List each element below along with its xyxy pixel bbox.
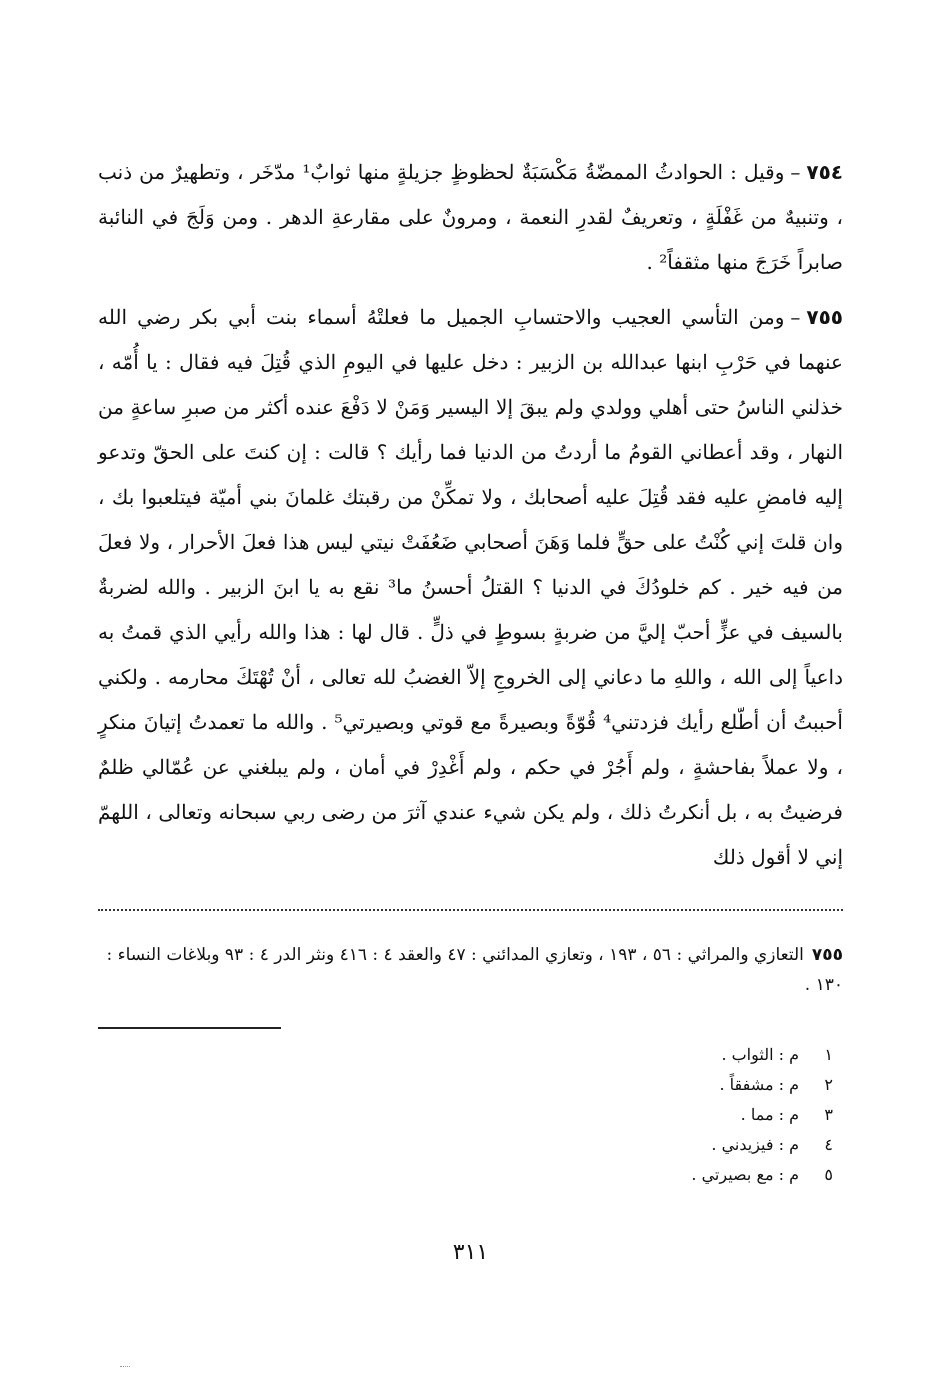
footnote-item <box>593 1070 833 1100</box>
footnote-rule <box>98 1027 281 1029</box>
footnote-number: ٥ <box>824 1165 833 1184</box>
footnote-number: ٢ <box>824 1075 833 1094</box>
entry-755-text: ومن التأسي العجيب والاحتسابِ الجميل ما فعلتْهُ أسماء بنت أبي بكر رضي الله عنهما في حَرْبِ ابنها عبدالله بن الزبير : دخل عليها في اليومِ الذي قُتِلَ فيه فقال : يا أُمّه ، خذلني الناسُ حتى أهلي وولدي ولم يبقَ إلا اليسير وَمَنْ لا دَفْعَ عنده أكثر من صبرِ ساعةٍ من النهار ، وقد أعطاني القومُ ما أردتُ من الدنيا فما رأيك ؟ قالت : إن كنتَ على الحقّ وتدعو إليه فامضِ عليه فقد قُتِلَ عليه أصحابك ، ولا تمكِّنْ من رقبتك غلمانَ بني أميّة فيتلعبوا بك ، وان قلتَ إني كُنْتُ على حقٍّ فلما وَهَنَ أصحابي ضَعُفَتْ نيتي ليس هذا فعلَ الأحرار ، ولا فعلَ من فيه خير . كم خلودُكَ في الدنيا ؟ القتلُ أحسنُ ما³ نقع به يا ابنَ الزبير . والله لضربةٌ بالسيف في عزٍّ أحبّ إليَّ من ضربةٍ بسوطٍ في ذلٍّ . قال لها : هذا والله رأيي الذي قمتُ به داعياً إلى الله ، واللهِ ما دعاني إلى الخروجِ إلاّ الغضبُ لله تعالى ، أنْ تُهْتَكَ محارمه . ولكني أحببتُ أن أطّلع رأيك فزدتني⁴ قُوّةً وبصيرةً مع قوتي وبصيرتي⁵ . والله ما تعمدتُ إتيانَ منكرٍ ، ولا عملاً بفاحشةٍ ، ولم أَجُرْ في حكم ، ولم أَغْدِرْ في أمان ، ولم يبلغني عن عُمّالي ظلمٌ فرضيتُ به ، بل أنكرتُ ذلك ، ولم يكن شيء عندي آثرَ من رضى ربي سبحانه وتعالى ، اللهمّ إني لا أقول ذلك <box>98 305 844 869</box>
footnote-item <box>593 1040 833 1070</box>
footnote-text: م : مشفقاً . <box>719 1075 799 1094</box>
scan-speck <box>120 1366 130 1367</box>
entry-754-number: ٧٥٤ <box>806 160 843 184</box>
footnote-text: م : فيزيدني . <box>711 1135 799 1154</box>
entry-755-paragraph <box>98 295 843 880</box>
footnote-item <box>593 1100 833 1130</box>
entry-754-dash: – <box>790 160 801 184</box>
dotted-divider <box>98 909 843 911</box>
footnote-number: ٣ <box>824 1105 833 1124</box>
footnote-text: م : مما . <box>740 1105 799 1124</box>
footnote-number: ٤ <box>824 1135 833 1154</box>
entry-755-number: ٧٥٥ <box>806 305 843 329</box>
footnote-list <box>593 1040 833 1190</box>
source-entry-number: ٧٥٥ <box>811 945 843 965</box>
footnote-text: م : مع بصيرتي . <box>691 1165 799 1184</box>
source-reference <box>98 940 843 1000</box>
source-text: التعازي والمراثي : ٥٦ ، ١٩٣ ، وتعازي المدائني : ٤٧ والعقد ٤ : ٤١٦ ونثر الدر ٤ : ٩٣ وبلاغات النساء : ١٣٠ . <box>106 945 843 995</box>
entry-754-text: وقيل : الحوادثُ الممضّةُ مَكْسَبَةٌ لحظوظٍ جزيلةٍ منها ثوابٌ¹ مدّخَر ، وتطهيرٌ من ذنب ، وتنبيهٌ من غَفْلَةٍ ، وتعريفٌ لقدرِ النعمة ، ومرونٌ على مقارعةِ الدهر . ومن وَلَجَ في النائبة صابراً خَرَجَ منها مثقفاً² . <box>98 160 843 274</box>
footnote-item <box>593 1160 833 1190</box>
footnote-item <box>593 1130 833 1160</box>
footnote-text: م : الثواب . <box>721 1045 799 1064</box>
entry-755-dash: – <box>790 305 801 329</box>
entry-754-paragraph <box>98 150 843 285</box>
page-number: ٣١١ <box>452 1240 489 1265</box>
footnote-number: ١ <box>824 1045 833 1064</box>
